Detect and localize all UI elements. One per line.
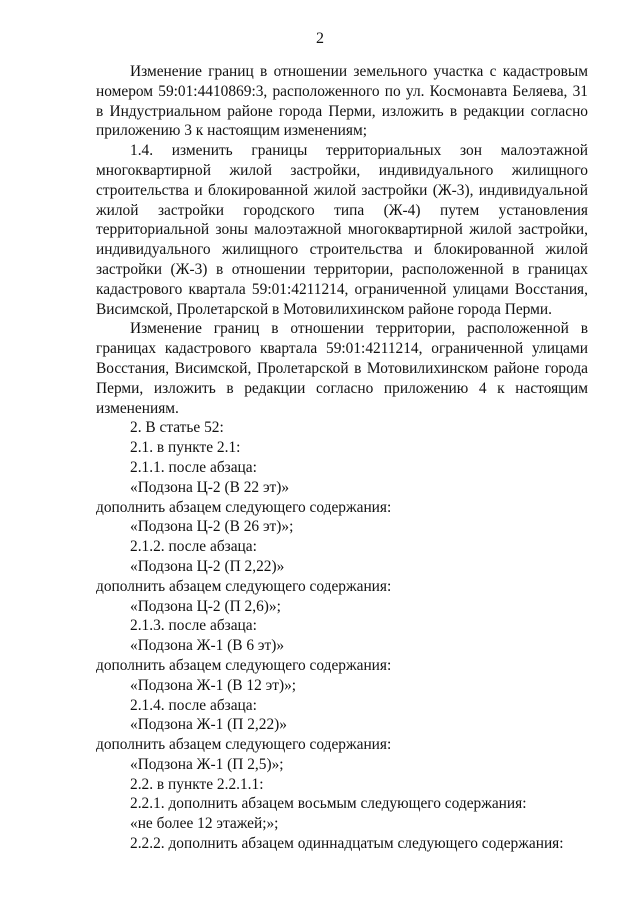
item-2-1-1: 2.1.1. после абзаца:	[130, 458, 257, 476]
paragraph-item-1-4: 1.4. изменить границы территориальных зон малоэтажной многоквартирной жилой застройки, индивидуального жилищного строительства и блокированной жилой застройки (Ж-3), индивидуальной жилой застройки городского типа (Ж-4) путем установления территориальной зоны малоэтажной многоквартирной жилой застройки, индивидуального жилищного строительства и блокированной жилой застройки (Ж-3) в отношении территории, расположенной в границах кадастрового квартала 59:01:4211214, ограниченной улицами Восстания, Висимской, Пролетарской в Мотовилихинском районе города Перми.	[96, 142, 588, 318]
quoted-subzone: «Подзона Ц-2 (П 2,22)»	[130, 557, 285, 575]
item-2-1-3: 2.1.3. после абзаца:	[130, 617, 257, 635]
quoted-text: «не более 12 этажей;»;	[130, 815, 279, 833]
item-2-1-2: 2.1.2. после абзаца:	[130, 538, 257, 556]
item-2-2-1: 2.2.1. дополнить абзацем восьмым следующего содержания:	[130, 795, 527, 813]
supplement-line: дополнить абзацем следующего содержания:	[96, 577, 392, 595]
item-2-1-4: 2.1.4. после абзаца:	[130, 696, 257, 714]
paragraph-boundary-change-2: Изменение границ в отношении территории, расположенной в границах кадастрового квартала 59:01:4211214, ограниченной улицами Восстания, Висимской, Пролетарской в Мотовилихинском районе города Перми, изложить в редакции согласно приложению 4 к настоящим изменениям.	[96, 320, 588, 417]
quoted-subzone: «Подзона Ж-1 (В 6 эт)»	[130, 637, 285, 655]
supplement-line: дополнить абзацем следующего содержания:	[96, 736, 392, 754]
item-2: 2. В статье 52:	[130, 419, 224, 437]
item-2-2-2: 2.2.2. дополнить абзацем одиннадцатым следующего содержания:	[130, 835, 564, 853]
quoted-subzone: «Подзона Ж-1 (В 12 эт)»;	[130, 676, 297, 694]
item-2-2: 2.2. в пункте 2.2.1.1:	[130, 775, 264, 793]
quoted-subzone: «Подзона Ц-2 (П 2,6)»;	[130, 597, 281, 615]
supplement-line: дополнить абзацем следующего содержания:	[96, 498, 392, 516]
page-number: 2	[316, 30, 324, 47]
supplement-line: дополнить абзацем следующего содержания:	[96, 656, 392, 674]
quoted-subzone: «Подзона Ж-1 (П 2,5)»;	[130, 755, 284, 773]
paragraph-boundary-change-1: Изменение границ в отношении земельного участка с кадастровым номером 59:01:4410869:3, расположенного по ул. Космонавта Беляева, 31 в Индустриальном районе города Перми, изложить в редакции согласно приложению 3 к настоящим изменениям;	[96, 63, 588, 140]
document-body	[96, 62, 588, 854]
quoted-subzone: «Подзона Ц-2 (В 22 эт)»	[130, 478, 290, 496]
quoted-subzone: «Подзона Ж-1 (П 2,22)»	[130, 716, 287, 734]
item-2-1: 2.1. в пункте 2.1:	[130, 439, 241, 457]
quoted-subzone: «Подзона Ц-2 (В 26 эт)»;	[130, 518, 294, 536]
